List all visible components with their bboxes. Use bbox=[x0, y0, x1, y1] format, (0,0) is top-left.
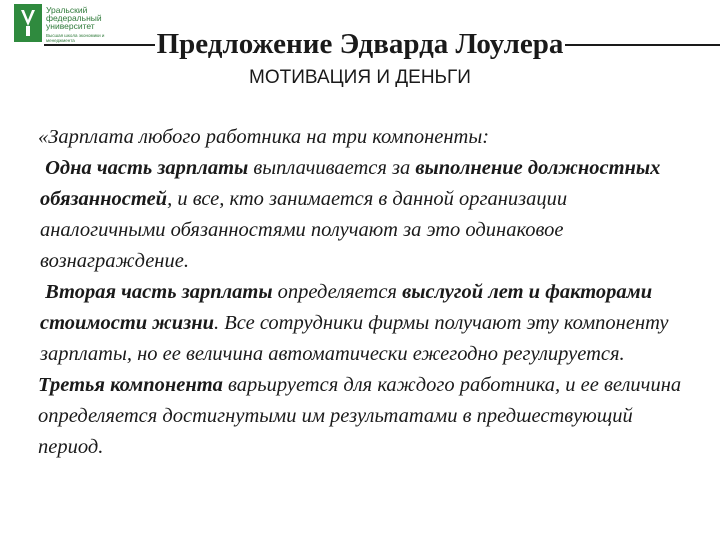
emphasis: Третья компонента bbox=[38, 374, 223, 396]
slide-title bbox=[0, 26, 720, 62]
component-three-paragraph bbox=[38, 370, 683, 463]
emphasis: выполнение должностных обязанностей bbox=[40, 157, 661, 210]
text-run: варьируется для каждого работника, и ее величина определяется достигнутыми им результатами в предшествующий период. bbox=[38, 374, 682, 458]
logo-name-line: университет bbox=[46, 21, 95, 31]
slide-subtitle: МОТИВАЦИЯ И ДЕНЬГИ bbox=[249, 67, 471, 88]
logo-name-line: Уральский bbox=[46, 5, 88, 15]
component-one-paragraph bbox=[38, 153, 683, 277]
intro-paragraph: «Зарплата любого работника на три компоненты: bbox=[38, 126, 490, 148]
text-run: определяется bbox=[272, 281, 403, 303]
text-run: выплачивается за bbox=[248, 157, 416, 179]
emphasis: Одна часть зарплаты bbox=[45, 157, 249, 179]
emphasis: выслугой лет и факторами стоимости жизни bbox=[40, 281, 653, 334]
logo-name-line: федеральный bbox=[46, 13, 102, 23]
text-run: . Все сотрудники фирмы получают эту компоненту зарплаты, но ее величина автоматически ежегодно регулируется. bbox=[40, 312, 669, 365]
text-run: , и все, кто занимается в данной организации аналогичными обязанностями получают за это одинаковое вознаграждение. bbox=[40, 188, 568, 272]
emphasis: Вторая часть зарплаты bbox=[45, 281, 273, 303]
slide-title-text: Предложение Эдварда Лоулера bbox=[156, 28, 564, 60]
logo-tagline: Высшая школа экономики и менеджмента bbox=[46, 33, 105, 43]
component-two-paragraph bbox=[38, 277, 683, 370]
slide-body bbox=[38, 122, 683, 463]
